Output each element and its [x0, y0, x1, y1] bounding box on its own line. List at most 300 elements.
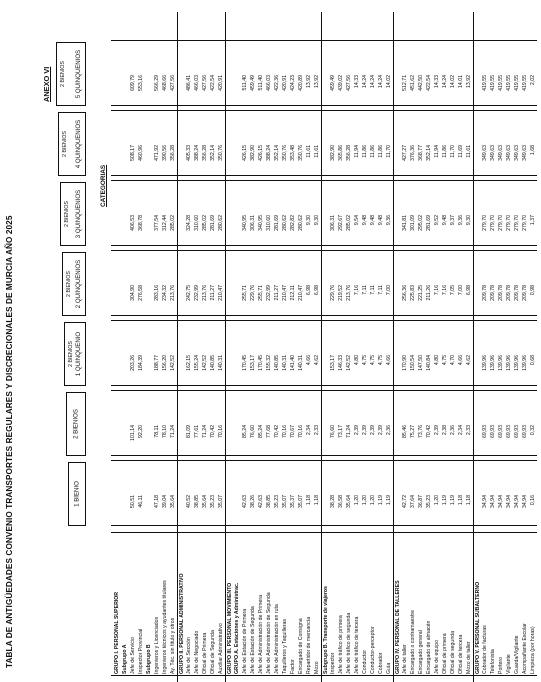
category-label: GRUPO I. PERSONAL SUPERIOR	[114, 591, 120, 674]
value-cell: 2,36	[386, 425, 392, 436]
value-cell: 2,39	[354, 425, 360, 436]
column-header-bottom-text: 3 QUINQUENIOS	[75, 189, 82, 239]
table-row	[417, 12, 425, 682]
value-cell: 388,24	[266, 145, 272, 161]
value-cell: 424,23	[290, 75, 296, 91]
table-row	[193, 12, 201, 682]
value-cell: 255,71	[258, 285, 264, 301]
value-cell: 13,92	[306, 75, 312, 88]
table-row	[305, 12, 313, 682]
table-group-row	[113, 12, 121, 682]
value-cell: 388,24	[194, 145, 200, 161]
value-cell: 310,60	[266, 215, 272, 231]
table-row	[313, 12, 321, 682]
value-cell: 0,32	[530, 425, 536, 436]
value-cell: 512,71	[402, 75, 408, 91]
value-cell: 7,00	[458, 285, 464, 296]
value-cell: 70,67	[290, 425, 296, 438]
value-cell: 188,77	[154, 355, 160, 371]
value-cell: 368,77	[418, 145, 424, 161]
column-header-bottom-text: 2 QUINQUENIOS	[75, 259, 82, 309]
value-cell: 566,29	[154, 75, 160, 91]
value-cell: 139,96	[506, 355, 512, 371]
category-label: Inspector Provincial	[138, 628, 144, 674]
value-cell: 419,55	[490, 75, 496, 91]
table-group-row	[233, 12, 241, 682]
value-cell: 1,18	[314, 495, 320, 506]
value-cell: 4,66	[386, 355, 392, 366]
table-row	[433, 12, 441, 682]
value-cell: 292,67	[338, 215, 344, 231]
table-row	[529, 12, 537, 682]
value-cell: 352,14	[274, 145, 280, 161]
category-label: Encargado de almacén	[426, 620, 432, 674]
value-cell: 35,64	[170, 495, 176, 508]
value-cell: 419,55	[514, 75, 520, 91]
column-header-text: 2 BIENIOS	[72, 409, 80, 439]
value-cell: 146,33	[338, 355, 344, 371]
value-cell: 142,52	[346, 355, 352, 371]
category-label: Telefonista	[490, 649, 496, 674]
category-label: Jefe de Negociado	[194, 630, 200, 674]
value-cell: 35,23	[210, 495, 216, 508]
value-cell: 1,20	[370, 495, 376, 506]
value-cell: 280,62	[282, 215, 288, 231]
value-cell: 140,85	[274, 355, 280, 371]
category-label: Encargado general	[418, 630, 424, 674]
value-cell: 376,36	[410, 145, 416, 161]
value-cell: 35,23	[274, 495, 280, 508]
value-cell: 1,20	[362, 495, 368, 506]
value-cell: 304,90	[130, 285, 136, 301]
value-cell: 7,16	[442, 285, 448, 296]
value-cell: 349,63	[490, 145, 496, 161]
value-cell: 101,14	[130, 425, 136, 441]
value-cell: 276,58	[138, 285, 144, 301]
value-cell: 7,11	[362, 285, 368, 295]
value-cell: 4,75	[378, 355, 384, 366]
value-cell: 14,24	[378, 75, 384, 88]
value-cell: 11,86	[442, 145, 448, 158]
table-row	[449, 12, 457, 682]
value-cell: 459,49	[330, 75, 336, 91]
value-cell: 139,96	[498, 355, 504, 371]
value-cell: 140,31	[282, 355, 288, 371]
value-cell: 242,75	[186, 285, 192, 301]
value-cell: 352,14	[426, 145, 432, 161]
value-cell: 439,02	[338, 75, 344, 91]
value-cell: 349,63	[506, 145, 512, 161]
column-header-7	[56, 42, 86, 106]
column-header-text: 1 BIENIO	[73, 481, 81, 507]
value-cell: 2,33	[314, 425, 320, 436]
value-cell: 1,18	[466, 495, 472, 506]
value-cell: 280,62	[298, 215, 304, 231]
value-cell: 14,01	[458, 75, 464, 88]
table-row	[337, 12, 345, 682]
value-cell: 1,37	[530, 215, 536, 226]
value-cell: 6,98	[466, 285, 472, 296]
value-cell: 75,27	[410, 425, 416, 438]
value-cell: 69,93	[498, 425, 504, 438]
value-cell: 35,07	[282, 495, 288, 508]
value-cell: 2,34	[458, 425, 464, 436]
category-label: Auxiliar Administrativo	[218, 623, 224, 674]
value-cell: 34,94	[498, 495, 504, 508]
table-row	[209, 12, 217, 682]
column-header-6	[58, 112, 86, 176]
value-cell: 377,54	[154, 215, 160, 231]
table-row	[513, 12, 521, 682]
value-cell: 11,69	[458, 145, 464, 158]
column-header-bottom-text: 5 QUINQUENIOS	[75, 49, 82, 99]
value-cell: 211,27	[210, 285, 216, 301]
value-cell: 420,89	[298, 75, 304, 91]
value-cell: 9,30	[306, 215, 312, 226]
value-cell: 1,20	[354, 495, 360, 506]
value-cell: 9,48	[370, 215, 376, 226]
value-cell: 42,72	[402, 495, 408, 508]
value-cell: 256,36	[402, 285, 408, 301]
value-cell: 150,54	[410, 355, 416, 371]
value-cell: 4,62	[314, 355, 320, 366]
value-cell: 70,42	[426, 425, 432, 438]
value-cell: 139,96	[522, 355, 528, 371]
category-label: Subgrupo A	[122, 644, 128, 674]
value-cell: 9,30	[466, 215, 472, 226]
value-cell: 11,94	[434, 145, 440, 158]
value-cell: 9,36	[386, 215, 392, 226]
value-cell: 2,39	[370, 425, 376, 436]
value-cell: 234,32	[162, 285, 168, 301]
table-row	[481, 12, 489, 682]
value-cell: 312,44	[162, 215, 168, 231]
table-row	[281, 12, 289, 682]
value-cell: 11,70	[450, 145, 456, 158]
value-cell: 1,19	[450, 495, 456, 506]
value-cell: 34,94	[506, 495, 512, 508]
value-cell: 38,85	[194, 495, 200, 508]
value-cell: 70,16	[282, 425, 288, 438]
category-label: Jefe de Administración en ruta	[274, 604, 280, 674]
value-cell: 85,24	[258, 425, 264, 438]
value-cell: 34,94	[482, 495, 488, 508]
value-cell: 281,69	[426, 215, 432, 231]
value-cell: 14,02	[386, 75, 392, 88]
value-cell: 7,11	[370, 285, 376, 295]
column-header-top-text: 2 BIENIOS	[66, 271, 72, 297]
value-cell: 139,96	[514, 355, 520, 371]
category-label: GRUPO II. PERSONAL ADMINISTRATIVO	[179, 573, 185, 674]
table-row	[161, 12, 169, 682]
value-cell: 511,40	[242, 75, 248, 91]
value-cell: 50,51	[130, 495, 136, 508]
value-cell: 7,05	[450, 285, 456, 296]
value-cell: 34,94	[490, 495, 496, 508]
category-label: Conductor	[362, 650, 368, 674]
category-label: Jefe de equipo	[434, 639, 440, 674]
value-cell: 285,02	[346, 215, 352, 231]
value-cell: 609,79	[130, 75, 136, 91]
value-cell: 306,31	[250, 215, 256, 231]
category-label: Jefe de Servicio	[130, 637, 136, 674]
category-label: Jefe de Estación de Primera	[242, 608, 248, 674]
value-cell: 301,09	[410, 215, 416, 231]
value-cell: 71,24	[346, 425, 352, 438]
value-cell: 468,66	[162, 75, 168, 91]
category-label: Subgrupo B. Transporte de viajeros	[323, 586, 329, 674]
value-cell: 4,80	[434, 355, 440, 366]
category-label: Vigilante	[506, 654, 512, 674]
value-cell: 35,07	[298, 495, 304, 508]
value-cell: 350,76	[282, 145, 288, 161]
value-cell: 285,02	[202, 215, 208, 231]
value-cell: 92,20	[138, 425, 144, 438]
column-header-1	[68, 462, 86, 526]
value-cell: 210,47	[218, 285, 224, 301]
value-cell: 368,78	[138, 215, 144, 231]
table-row	[521, 12, 529, 682]
value-cell: 170,90	[402, 355, 408, 371]
value-cell: 341,81	[402, 215, 408, 231]
value-cell: 11,86	[362, 145, 368, 158]
value-cell: 209,78	[490, 285, 496, 301]
value-cell: 229,76	[330, 285, 336, 301]
column-header-top-text: 2 BIENIOS	[64, 201, 70, 227]
value-cell: 405,33	[186, 145, 192, 161]
value-cell: 279,70	[482, 215, 488, 231]
value-cell: 210,47	[282, 285, 288, 301]
table-row	[425, 12, 433, 682]
value-cell: 203,26	[130, 355, 136, 371]
value-cell: 9,36	[458, 215, 464, 226]
table-row	[361, 12, 369, 682]
value-cell: 142,52	[202, 355, 208, 371]
value-cell: 4,66	[458, 355, 464, 366]
value-cell: 7,00	[386, 285, 392, 296]
value-cell: 232,99	[266, 285, 272, 301]
column-header-3	[64, 322, 86, 386]
value-cell: 0,16	[530, 495, 536, 506]
value-cell: 225,83	[410, 285, 416, 301]
value-cell: 427,27	[402, 145, 408, 161]
value-cell: 81,09	[186, 425, 192, 438]
table-row	[273, 12, 281, 682]
category-label: Factor	[290, 659, 296, 674]
value-cell: 213,76	[202, 285, 208, 301]
value-cell: 36,58	[338, 495, 344, 508]
value-cell: 283,16	[154, 285, 160, 301]
value-cell: 11,61	[314, 145, 320, 158]
value-cell: 78,11	[154, 425, 160, 438]
category-label: Mozo de taller	[466, 641, 472, 674]
value-cell: 11,61	[466, 145, 472, 158]
value-cell: 406,53	[130, 215, 136, 231]
value-cell: 35,64	[346, 495, 352, 508]
value-cell: 442,50	[418, 75, 424, 91]
value-cell: 140,84	[426, 355, 432, 371]
value-cell: 255,71	[242, 285, 248, 301]
value-cell: 209,78	[482, 285, 488, 301]
table-row	[345, 12, 353, 682]
category-label: Acompañante Escolar	[522, 623, 528, 674]
table-row	[465, 12, 473, 682]
value-cell: 2,39	[434, 425, 440, 436]
value-cell: 85,46	[402, 425, 408, 438]
category-header: CATEGORIAS	[100, 164, 107, 207]
value-cell: 14,24	[442, 75, 448, 88]
value-cell: 350,76	[298, 145, 304, 161]
value-cell: 295,02	[418, 215, 424, 231]
category-label: Ingenieros y Licenciados	[154, 616, 160, 674]
value-cell: 85,24	[242, 425, 248, 438]
category-label: Jefe de Sección	[186, 637, 192, 674]
table-row	[129, 12, 137, 682]
value-cell: 13,92	[466, 75, 472, 88]
value-cell: 70,42	[274, 425, 280, 438]
value-cell: 9,48	[378, 215, 384, 226]
value-cell: 221,25	[418, 285, 424, 301]
value-cell: 47,18	[154, 495, 160, 508]
value-cell: 37,64	[410, 495, 416, 508]
value-cell: 279,70	[522, 215, 528, 231]
value-cell: 511,40	[258, 75, 264, 91]
table-group-row	[145, 12, 153, 682]
value-cell: 70,16	[298, 425, 304, 438]
value-cell: 0,68	[530, 355, 536, 366]
value-cell: 76,60	[250, 425, 256, 438]
column-header-top-text: 2 BIENIOS	[62, 131, 68, 157]
value-cell: 38,28	[330, 495, 336, 508]
value-cell: 209,78	[522, 285, 528, 301]
category-label: Limpieza (por horas)	[530, 626, 536, 674]
category-label: Repartidor de mercancía	[306, 616, 312, 674]
table-row	[369, 12, 377, 682]
value-cell: 35,07	[218, 495, 224, 508]
value-cell: 285,02	[170, 215, 176, 231]
table-row	[497, 12, 505, 682]
table-row	[217, 12, 225, 682]
value-cell: 419,55	[482, 75, 488, 91]
category-label: Jefe de tráfico de tercera	[354, 616, 360, 674]
value-cell: 349,63	[482, 145, 488, 161]
value-cell: 420,91	[218, 75, 224, 91]
value-cell: 153,17	[250, 355, 256, 371]
value-cell: 306,31	[330, 215, 336, 231]
value-cell: 34,94	[522, 495, 528, 508]
value-cell: 471,92	[154, 145, 160, 161]
category-label: Encargado o contramaestre	[410, 609, 416, 674]
column-header-top-text: 2 BIENIOS	[60, 61, 66, 87]
value-cell: 170,45	[258, 355, 264, 371]
table-row	[185, 12, 193, 682]
value-cell: 279,70	[498, 215, 504, 231]
value-cell: 69,93	[522, 425, 528, 438]
value-cell: 1,19	[386, 495, 392, 506]
value-cell: 279,70	[506, 215, 512, 231]
category-label: GRUPO V. PERSONAL SUBALTERNO	[475, 581, 481, 674]
value-cell: 1,18	[306, 495, 312, 506]
value-cell: 46,11	[138, 495, 144, 508]
column-header-bottom-text: 4 QUINQUENIOS	[75, 119, 82, 169]
category-label: Jefe de tráfico de primera	[338, 615, 344, 674]
category-label: Jefe de Administración de Segunda	[266, 592, 272, 674]
value-cell: 356,28	[346, 145, 352, 161]
value-cell: 77,61	[194, 425, 200, 438]
category-label: Jefe de taller	[402, 644, 408, 674]
value-cell: 2,36	[450, 425, 456, 436]
value-cell: 155,24	[194, 355, 200, 371]
table-row	[297, 12, 305, 682]
value-cell: 352,14	[210, 145, 216, 161]
value-cell: 4,70	[450, 355, 456, 366]
value-cell: 14,33	[354, 75, 360, 88]
column-header-bottom-text: 1 QUINQUENIO	[75, 331, 82, 377]
table-row	[153, 12, 161, 682]
table-row	[441, 12, 449, 682]
category-label: GRUPO IV. PERSONAL DE TALLERES	[395, 580, 401, 674]
value-cell: 459,49	[250, 75, 256, 91]
value-cell: 211,27	[274, 285, 280, 301]
value-cell: 2,02	[530, 75, 536, 86]
value-cell: 38,85	[266, 495, 272, 508]
value-cell: 35,64	[202, 495, 208, 508]
value-cell: 71,24	[202, 425, 208, 438]
category-label: Conductor-perceptor	[370, 626, 376, 674]
value-cell: 4,62	[466, 355, 472, 366]
value-cell: 9,48	[362, 215, 368, 226]
value-cell: 77,68	[266, 425, 272, 438]
value-cell: 232,99	[194, 285, 200, 301]
category-label: Oficial de tercera	[458, 634, 464, 674]
table-row	[401, 12, 409, 682]
category-label: Cobrador	[378, 652, 384, 674]
value-cell: 422,54	[210, 75, 216, 91]
value-cell: 422,36	[274, 75, 280, 91]
value-cell: 310,60	[194, 215, 200, 231]
value-cell: 4,75	[442, 355, 448, 366]
value-cell: 419,55	[506, 75, 512, 91]
category-label: GRUPO III. PERSONAL MOVIMIENTO	[227, 582, 233, 674]
value-cell: 36,87	[418, 495, 424, 508]
value-cell: 419,55	[522, 75, 528, 91]
category-label: Inspector	[330, 652, 336, 674]
value-cell: 486,41	[186, 75, 192, 91]
value-cell: 11,61	[306, 145, 312, 158]
value-cell: 427,56	[346, 75, 352, 91]
value-cell: 229,76	[250, 285, 256, 301]
value-cell: 70,16	[218, 425, 224, 438]
value-cell: 466,03	[194, 75, 200, 91]
value-cell: 9,37	[450, 215, 456, 226]
table-row	[201, 12, 209, 682]
value-cell: 382,90	[250, 145, 256, 161]
table-row	[489, 12, 497, 682]
table-row	[377, 12, 385, 682]
value-cell: 460,96	[138, 145, 144, 161]
value-cell: 39,04	[162, 495, 168, 508]
category-label: Cobrador de facturas	[482, 625, 488, 674]
category-label: Jefe de Estación de Segunda	[250, 606, 256, 674]
value-cell: 42,63	[258, 495, 264, 508]
value-cell: 69,93	[506, 425, 512, 438]
value-cell: 140,31	[218, 355, 224, 371]
table-row	[385, 12, 393, 682]
column-header-5	[60, 182, 86, 246]
category-label: Ay. Téc. sin título y otros	[170, 617, 176, 674]
value-cell: 1,18	[458, 495, 464, 506]
value-cell: 71,24	[170, 425, 176, 438]
